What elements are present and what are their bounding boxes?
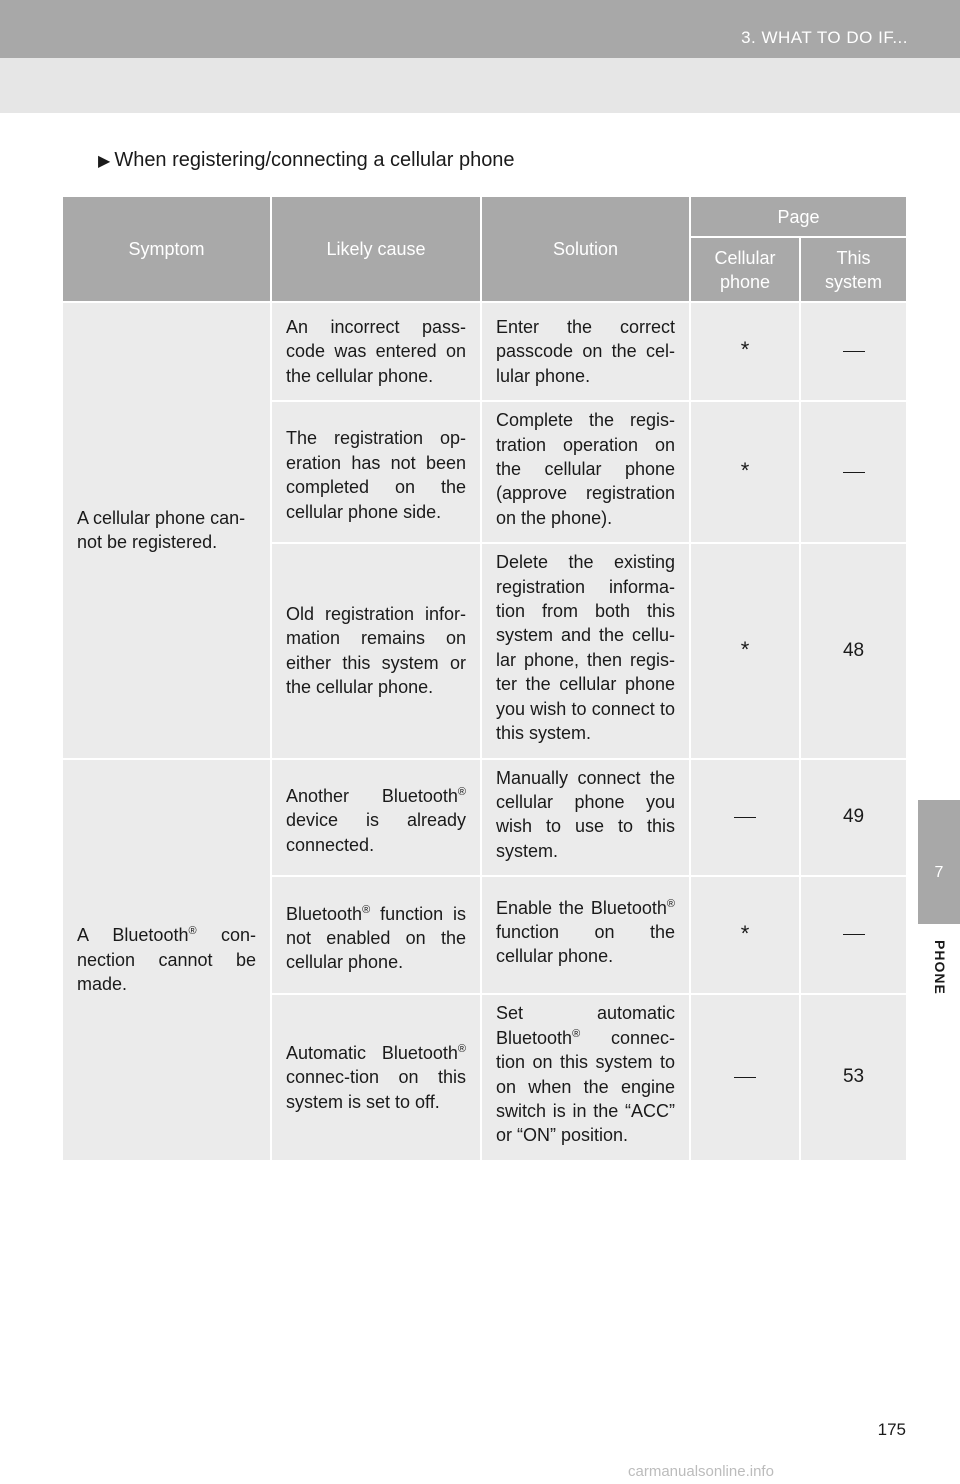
solution-cell: Delete the existing registration informa-tion from both this system and the cellu-lar phone, then regis-ter the cellular phone you wish to connect to this system. (481, 543, 690, 758)
page-system-cell: 48 (800, 543, 907, 758)
page-cellular-cell (690, 302, 800, 401)
section-heading (98, 149, 515, 172)
solution-text-b: connec-tion on this system to on when the engine switch is in the “ACC” or “ON” position. (496, 1027, 675, 1146)
solution-cell (481, 876, 690, 994)
dash-mark (734, 1077, 756, 1078)
header-band (0, 58, 960, 113)
page-system-cell: 49 (800, 759, 907, 877)
header-this-system: This system (800, 237, 907, 302)
cause-cell (271, 759, 481, 877)
dash-mark (734, 817, 756, 818)
solution-cell (481, 994, 690, 1161)
registered-mark: ® (572, 1027, 581, 1040)
header-solution: Solution (481, 196, 690, 302)
solution-cell: Complete the regis-tration operation on the cellular phone (approve registration on the phone). (481, 401, 690, 543)
page-cellular-cell (690, 759, 800, 877)
asterisk-mark: * (740, 337, 750, 363)
solution-cell: Manually connect the cellular phone you wish to use to this system. (481, 759, 690, 877)
symptom-cell: A cellular phone can-not be registered. (62, 302, 271, 759)
solution-text-b: function on the cellular phone. (496, 921, 675, 967)
cause-cell: An incorrect pass-code was entered on the cellular phone. (271, 302, 481, 401)
page-cellular-cell (690, 401, 800, 543)
asterisk-mark: * (740, 920, 750, 946)
page-system-cell: 53 (800, 994, 907, 1161)
registered-mark: ® (362, 903, 371, 916)
registered-mark: ® (666, 897, 675, 910)
page-cellular-cell (690, 543, 800, 758)
table-row (62, 759, 907, 877)
asterisk-mark: * (740, 636, 750, 662)
cause-text-b: device is already connected. (286, 810, 466, 855)
solution-text-a: Set automatic Bluetooth (496, 1003, 675, 1048)
section-heading-text: When registering/connecting a cellular phone (114, 149, 515, 171)
symptom-text-a: A Bluetooth (77, 925, 189, 946)
symptom-cell (62, 759, 271, 1162)
page-system-cell (800, 876, 907, 994)
registered-mark: ® (457, 785, 466, 798)
cause-text-b: function is not enabled on the cellular phone. (286, 903, 466, 973)
chapter-tab-number: 7 (934, 864, 944, 881)
header-page: Page (690, 196, 907, 237)
header-likely-cause: Likely cause (271, 196, 481, 302)
watermark: carmanualsonline.info (628, 1463, 774, 1480)
cause-cell (271, 876, 481, 994)
header-cellular-phone: Cellular phone (690, 237, 800, 302)
cause-text-b: connec-tion on this system is set to off. (286, 1067, 466, 1112)
dash-mark (843, 351, 865, 352)
page-number: 175 (877, 1420, 906, 1439)
asterisk-mark: * (740, 458, 750, 484)
cause-text-a: Automatic Bluetooth (286, 1043, 458, 1064)
play-arrow-icon: ▶ (98, 153, 111, 170)
chapter-title: 3. WHAT TO DO IF... (741, 28, 908, 47)
page-cellular-cell (690, 994, 800, 1161)
symptom-text-b: con-nection cannot be made. (77, 925, 256, 995)
registered-mark: ® (188, 925, 197, 938)
chapter-tab (918, 800, 960, 924)
table-row (62, 302, 907, 401)
solution-text-a: Enable the Bluetooth (496, 897, 667, 918)
cause-text-a: Another Bluetooth (286, 785, 458, 806)
solution-cell: Enter the correct passcode on the cel-lular phone. (481, 302, 690, 401)
cause-cell (271, 994, 481, 1161)
cause-cell: Old registration infor-mation remains on either this system or the cellular phone. (271, 543, 481, 758)
header-symptom: Symptom (62, 196, 271, 302)
dash-mark (843, 934, 865, 935)
page-system-cell (800, 302, 907, 401)
registered-mark: ® (457, 1043, 466, 1056)
troubleshooting-table (61, 195, 908, 1162)
page-system-cell (800, 401, 907, 543)
page-cellular-cell (690, 876, 800, 994)
cause-text-a: Bluetooth (286, 903, 363, 924)
dash-mark (843, 472, 865, 473)
cause-cell: The registration op-eration has not been completed on the cellular phone side. (271, 401, 481, 543)
chapter-tab-label: PHONE (932, 940, 948, 995)
